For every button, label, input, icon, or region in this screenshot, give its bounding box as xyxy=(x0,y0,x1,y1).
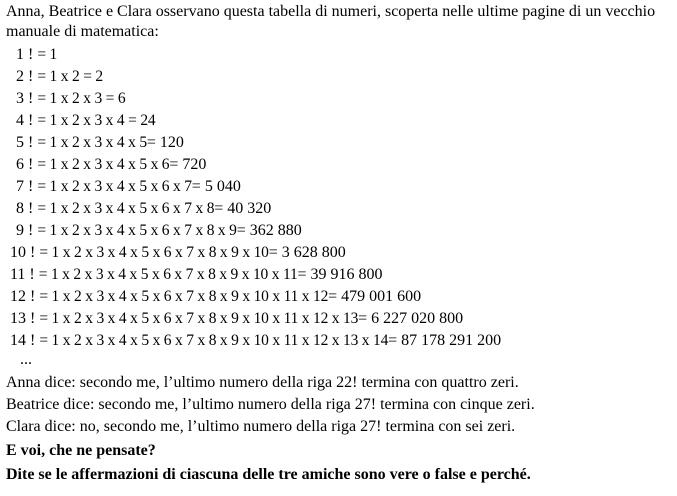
row-label: 12 ! xyxy=(10,288,36,305)
table-ellipsis: ... xyxy=(20,351,32,368)
row-label: 13 ! xyxy=(10,310,36,327)
row-label: 10 ! xyxy=(10,244,36,261)
row-label: 7 ! xyxy=(16,178,34,195)
row-result: = 720 xyxy=(169,156,207,173)
statement-clara: Clara dice: no, secondo me, l’ultimo numero della riga 27! termina con sei zeri. xyxy=(6,418,516,435)
row-product: = 1 x 2 x 3 x 4 x 5 x 6 x 7 x 8 x 9 xyxy=(37,222,237,239)
row-result: = 120 xyxy=(146,134,184,151)
statement-beatrice: Beatrice dice: secondo me, l’ultimo numero della riga 27! termina con cinque zeri. xyxy=(6,396,535,413)
factorial-table xyxy=(6,44,677,372)
row-label: 11 ! xyxy=(10,266,35,283)
row-label: 4 ! xyxy=(16,112,34,129)
row-label: 14 ! xyxy=(10,332,36,349)
row-result: = 39 916 800 xyxy=(297,266,383,283)
table-row xyxy=(6,44,677,66)
row-result: = 362 880 xyxy=(236,222,302,239)
table-row xyxy=(6,242,677,264)
table-row xyxy=(6,176,677,198)
row-product: = 1 xyxy=(37,46,58,63)
row-product: = 1 x 2 x 3 x 4 = 24 xyxy=(37,112,156,129)
table-row xyxy=(6,220,677,242)
table-row xyxy=(6,66,677,88)
question-heading: E voi, che ne pensate? xyxy=(6,442,156,459)
intro-paragraph: Anna, Beatrice e Clara osservano questa tabella di numeri, scoperta nelle ultime pagine di un vecchio manuale di matematica: xyxy=(6,3,656,40)
row-label: 6 ! xyxy=(16,156,34,173)
table-row xyxy=(6,132,677,154)
row-label: 3 ! xyxy=(16,90,34,107)
row-label: 5 ! xyxy=(16,134,34,151)
table-row xyxy=(6,88,677,110)
row-result: = 6 227 020 800 xyxy=(358,310,464,327)
row-product: = 1 x 2 x 3 x 4 x 5 x 6 x 7 x 8 x 9 x 10 x 11 x 12 xyxy=(39,288,329,305)
row-product: = 1 x 2 x 3 x 4 x 5 x 6 x 7 x 8 x 9 x 10 x 11 x 12 x 13 x 14 xyxy=(39,332,389,349)
row-product: = 1 x 2 x 3 x 4 x 5 x 6 x 7 xyxy=(37,178,192,195)
table-row xyxy=(6,154,677,176)
row-product: = 1 x 2 x 3 x 4 x 5 x 6 x 7 x 8 xyxy=(37,200,215,217)
row-result: = 5 040 xyxy=(191,178,241,195)
row-result: = 479 001 600 xyxy=(328,288,422,305)
row-label: 8 ! xyxy=(16,200,34,217)
table-row xyxy=(6,264,677,286)
row-product: = 1 x 2 x 3 x 4 x 5 x 6 x 7 x 8 x 9 x 10 x 11 x 12 x 13 xyxy=(39,310,359,327)
row-label: 1 ! xyxy=(16,46,34,63)
row-product: = 1 x 2 = 2 xyxy=(37,68,103,85)
row-product: = 1 x 2 x 3 x 4 x 5 x 6 xyxy=(37,156,170,173)
row-result: = 3 628 800 xyxy=(268,244,346,261)
row-result: = 87 178 291 200 xyxy=(388,332,502,349)
row-label: 2 ! xyxy=(16,68,34,85)
row-product: = 1 x 2 x 3 = 6 xyxy=(37,90,126,107)
table-row xyxy=(6,110,677,132)
table-row xyxy=(6,330,677,352)
table-row xyxy=(6,198,677,220)
row-label: 9 ! xyxy=(16,222,34,239)
row-result: = 40 320 xyxy=(214,200,272,217)
table-row xyxy=(6,286,677,308)
row-product: = 1 x 2 x 3 x 4 x 5 xyxy=(37,134,147,151)
statement-anna: Anna dice: secondo me, l’ultimo numero della riga 22! termina con quattro zeri. xyxy=(6,374,519,391)
row-product: = 1 x 2 x 3 x 4 x 5 x 6 x 7 x 8 x 9 x 10 x 11 xyxy=(38,266,298,283)
table-row xyxy=(6,308,677,330)
instruction-heading: Dite se le affermazioni di ciascuna delle tre amiche sono vere o false e perché. xyxy=(6,466,531,483)
row-product: = 1 x 2 x 3 x 4 x 5 x 6 x 7 x 8 x 9 x 10 xyxy=(39,244,269,261)
